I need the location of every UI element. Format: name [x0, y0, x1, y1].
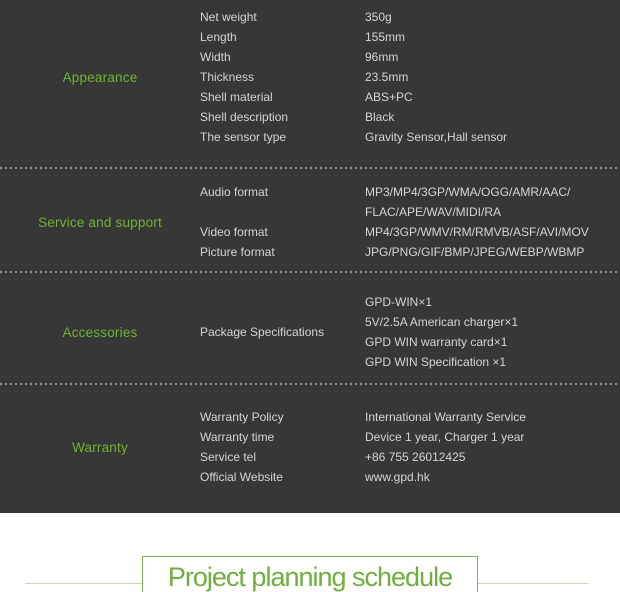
section-rows [200, 292, 620, 372]
spec-value: 5V/2.5A American charger×1 [365, 315, 519, 329]
spec-row [200, 127, 620, 147]
spec-section-warranty [0, 385, 620, 513]
spec-section-appearance [0, 7, 620, 167]
spec-values [365, 27, 620, 47]
spec-value: 155mm [365, 30, 406, 44]
spec-value: +86 755 26012425 [365, 450, 466, 464]
website-link[interactable]: www.gpd.hk [365, 470, 430, 484]
spec-label: Length [200, 30, 237, 44]
spec-row [200, 242, 620, 262]
section-label: Appearance [62, 69, 138, 85]
spec-label: Official Website [200, 470, 283, 484]
spec-value: 23.5mm [365, 70, 409, 84]
spec-values [365, 447, 620, 467]
spec-row [200, 7, 620, 27]
spec-row [200, 427, 620, 447]
spec-row [200, 87, 620, 107]
section-rows [200, 7, 620, 147]
spec-value: 96mm [365, 50, 399, 64]
spec-row [200, 292, 620, 372]
spec-row [200, 222, 620, 242]
spec-value: MP3/MP4/3GP/WMA/OGG/AMR/AAC/ [365, 185, 571, 199]
spec-values [365, 127, 620, 147]
section-heading: Project planning schedule [167, 562, 453, 592]
spec-label: The sensor type [200, 130, 287, 144]
spec-label: Audio format [200, 185, 269, 199]
footer [0, 513, 620, 592]
spec-label: Warranty Policy [200, 410, 284, 424]
spec-row [200, 467, 620, 487]
spec-label: Video format [200, 225, 268, 239]
spec-values [365, 182, 620, 222]
spec-section-service-and-support [0, 169, 620, 271]
spec-values [365, 242, 620, 262]
spec-label: Shell material [200, 90, 273, 104]
spec-row [200, 407, 620, 427]
spec-values [365, 467, 620, 487]
spec-values [365, 87, 620, 107]
spec-value: Gravity Sensor,Hall sensor [365, 130, 508, 144]
spec-row [200, 27, 620, 47]
spec-value: GPD-WIN×1 [365, 295, 433, 309]
spec-values [365, 7, 620, 27]
section-heading-box [142, 556, 478, 592]
spec-label: Warranty time [200, 430, 275, 444]
spec-label: Picture format [200, 245, 275, 259]
section-rows [200, 182, 620, 262]
spec-label: Service tel [200, 450, 257, 464]
spec-row [200, 107, 620, 127]
spec-values [365, 292, 620, 372]
spec-label: Thickness [200, 70, 255, 84]
spec-row [200, 447, 620, 467]
section-label: Accessories [62, 324, 138, 340]
spec-values [365, 67, 620, 87]
spec-label: Shell description [200, 110, 289, 124]
spec-row [200, 47, 620, 67]
spec-row [200, 67, 620, 87]
section-label: Service and support [38, 214, 162, 230]
spec-value: MP4/3GP/WMV/RM/RMVB/ASF/AVI/MOV [365, 225, 589, 239]
section-label: Warranty [72, 439, 128, 455]
spec-value: Device 1 year, Charger 1 year [365, 430, 525, 444]
spec-value: International Warranty Service [365, 410, 526, 424]
spec-value: GPD WIN Specification ×1 [365, 355, 507, 369]
spec-value: JPG/PNG/GIF/BMP/JPEG/WEBP/WBMP [365, 245, 585, 259]
spec-value: FLAC/APE/WAV/MIDI/RA [365, 205, 502, 219]
spec-value: GPD WIN warranty card×1 [365, 335, 508, 349]
section-rows [200, 407, 620, 487]
spec-label: Package Specifications [200, 325, 325, 339]
spec-value: ABS+PC [365, 90, 413, 104]
spec-values [365, 222, 620, 242]
spec-label: Width [200, 50, 231, 64]
spec-value: 350g [365, 10, 392, 24]
decorative-line-right [478, 583, 588, 584]
spec-label: Net weight [200, 10, 257, 24]
spec-row [200, 182, 620, 222]
spec-value: Black [365, 110, 395, 124]
spec-values [365, 47, 620, 67]
spec-values [365, 107, 620, 127]
spec-section-accessories [0, 273, 620, 383]
spec-values [365, 427, 620, 447]
spec-values [365, 407, 620, 427]
decorative-line-left [25, 583, 142, 584]
